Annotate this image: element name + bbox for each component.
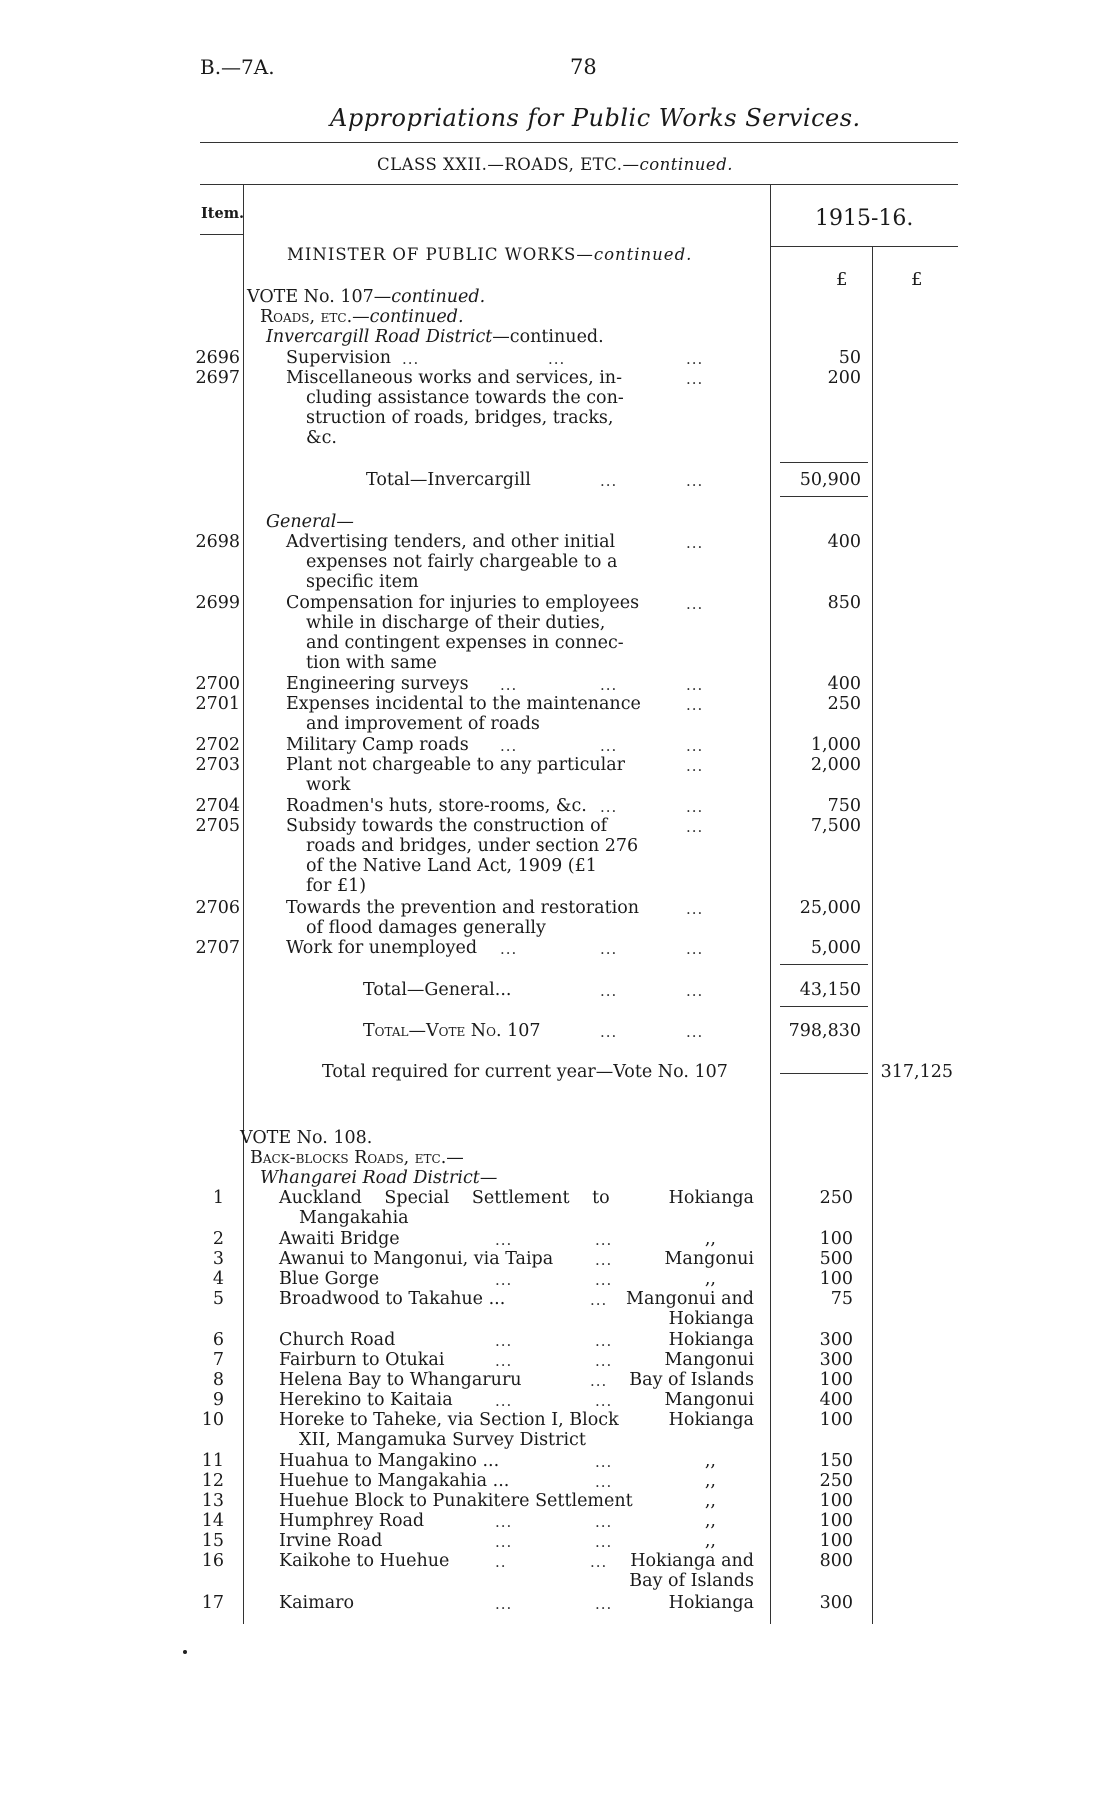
- road-amount: 500: [819, 1249, 853, 1269]
- item-amount: 25,000: [799, 898, 861, 918]
- item-description: Compensation for injuries to employees: [286, 593, 640, 613]
- county-name: Hokianga and: [630, 1551, 754, 1571]
- county-name: ,,: [704, 1269, 716, 1289]
- item-amount: 1,000: [810, 735, 861, 755]
- item-description: Subsidy towards the construction of: [286, 816, 608, 836]
- item-amount: 2,000: [810, 755, 861, 775]
- row-number: 11: [201, 1451, 224, 1471]
- county-name: ,,: [704, 1451, 716, 1471]
- item-amount: 250: [827, 694, 861, 714]
- road-name: Herekino to Kaitaia: [279, 1390, 453, 1410]
- row-number: 12: [201, 1471, 224, 1491]
- county-name: ,,: [704, 1471, 716, 1491]
- road-name: Blue Gorge: [279, 1269, 380, 1289]
- item-number: 2703: [195, 755, 240, 775]
- county-name: Bay of Islands: [629, 1370, 754, 1390]
- road-name: XII, Mangamuka Survey District: [299, 1430, 586, 1450]
- county-name: ,,: [704, 1531, 716, 1551]
- item-description: cluding assistance towards the con-: [306, 388, 624, 408]
- road-name: Broadwood to Takahue ...: [279, 1289, 506, 1309]
- road-name: Awaiti Bridge: [279, 1229, 400, 1249]
- road-name: Kaimaro: [279, 1593, 355, 1613]
- road-amount: 250: [819, 1188, 853, 1208]
- road-amount: 100: [819, 1370, 853, 1390]
- item-number: 2698: [195, 532, 240, 552]
- road-amount: 100: [819, 1491, 853, 1511]
- row-number: 15: [201, 1531, 224, 1551]
- item-number: 2704: [195, 796, 240, 816]
- road-amount: 400: [819, 1390, 853, 1410]
- road-amount: 800: [819, 1551, 853, 1571]
- total-required-label: Total required for current year—Vote No. 107: [322, 1062, 728, 1082]
- roads-subheading: Roads, etc.—continued.: [260, 307, 464, 327]
- item-amount: 400: [827, 674, 861, 694]
- item-description: expenses not fairly chargeable to a: [306, 552, 618, 572]
- item-description: Work for unemployed: [286, 938, 478, 958]
- road-name: Kaikohe to Huehue: [279, 1551, 450, 1571]
- road-amount: 100: [819, 1511, 853, 1531]
- road-amount: 300: [819, 1330, 853, 1350]
- road-name: Huahua to Mangakino ...: [279, 1451, 500, 1471]
- page-number: 78: [570, 55, 597, 79]
- page-title: Appropriations for Public Works Services.: [330, 104, 861, 132]
- county-name: Hokianga: [668, 1330, 754, 1350]
- item-number: 2705: [195, 816, 240, 836]
- item-number: 2702: [195, 735, 240, 755]
- item-description: struction of roads, bridges, tracks,: [306, 408, 614, 428]
- road-name: Fairburn to Otukai: [279, 1350, 445, 1370]
- road-name: Humphrey Road: [279, 1511, 425, 1531]
- road-name: Horeke to Taheke, via Section I, Block: [279, 1410, 619, 1430]
- road-name: Church Road: [279, 1330, 396, 1350]
- row-number: 2: [212, 1229, 224, 1249]
- road-amount: 100: [819, 1229, 853, 1249]
- item-description: roads and bridges, under section 276: [306, 836, 639, 856]
- column-header-item: Item.: [201, 205, 245, 222]
- row-number: 14: [201, 1511, 224, 1531]
- item-description: and contingent expenses in connec-: [306, 633, 624, 653]
- road-amount: 300: [819, 1593, 853, 1613]
- road-amount: 300: [819, 1350, 853, 1370]
- item-description: Engineering surveys: [286, 674, 469, 694]
- road-name: Auckland Special Settlement to: [279, 1188, 610, 1208]
- road-amount: 100: [819, 1531, 853, 1551]
- total-required-value: 317,125: [880, 1062, 953, 1082]
- road-amount: 100: [819, 1410, 853, 1430]
- county-name: Hokianga: [668, 1309, 754, 1329]
- county-name: Hokianga: [668, 1188, 754, 1208]
- item-number: 2700: [195, 674, 240, 694]
- item-description: &c.: [306, 428, 337, 448]
- item-description: Roadmen's huts, store-rooms, &c.: [286, 796, 587, 816]
- county-name: ,,: [704, 1229, 716, 1249]
- row-number: 17: [201, 1593, 224, 1613]
- county-name: ,,: [704, 1491, 716, 1511]
- road-amount: 250: [819, 1471, 853, 1491]
- general-heading: General—: [266, 512, 354, 532]
- county-name: ,,: [704, 1511, 716, 1531]
- total-general-value: 43,150: [799, 980, 861, 1000]
- item-description: specific item: [306, 572, 419, 592]
- item-amount: 50: [838, 348, 861, 368]
- invercargill-district-heading: Invercargill Road District—continued.: [266, 327, 604, 347]
- vote-108-heading: VOTE No. 108.: [240, 1128, 373, 1148]
- road-amount: 100: [819, 1269, 853, 1289]
- item-description: Supervision: [286, 348, 392, 368]
- minister-heading: MINISTER OF PUBLIC WORKS—continued.: [287, 245, 693, 264]
- item-description: Miscellaneous works and services, in-: [286, 368, 622, 388]
- item-description: Expenses incidental to the maintenance: [286, 694, 641, 714]
- item-description: Advertising tenders, and other initial: [286, 532, 616, 552]
- row-number: 5: [212, 1289, 224, 1309]
- total-general-label: Total—General...: [363, 980, 512, 1000]
- item-description: for £1): [306, 876, 367, 896]
- item-description: Plant not chargeable to any particular: [286, 755, 626, 775]
- item-amount: 750: [827, 796, 861, 816]
- whangarei-district-heading: Whangarei Road District—: [260, 1168, 498, 1188]
- county-name: Bay of Islands: [629, 1571, 754, 1591]
- total-vote-107-label: Total—Vote No. 107: [363, 1021, 541, 1041]
- row-number: 3: [212, 1249, 224, 1269]
- total-invercargill-value: 50,900: [799, 470, 861, 490]
- item-description: of the Native Land Act, 1909 (£1: [306, 856, 597, 876]
- total-invercargill-label: Total—Invercargill: [366, 470, 531, 490]
- item-number: 2706: [195, 898, 240, 918]
- row-number: 10: [201, 1410, 224, 1430]
- item-number: 2697: [195, 368, 240, 388]
- road-amount: 75: [830, 1289, 853, 1309]
- row-number: 1: [212, 1188, 224, 1208]
- item-description: while in discharge of their duties,: [306, 613, 606, 633]
- road-name: Awanui to Mangonui, via Taipa: [279, 1249, 554, 1269]
- row-number: 7: [212, 1350, 224, 1370]
- ink-mark: [183, 1650, 187, 1654]
- road-amount: 150: [819, 1451, 853, 1471]
- item-description: Towards the prevention and restoration: [286, 898, 640, 918]
- column-header-pound-2: £: [911, 269, 923, 290]
- county-name: Mangonui: [664, 1249, 754, 1269]
- item-description: work: [306, 775, 351, 795]
- item-number: 2699: [195, 593, 240, 613]
- county-name: Mangonui: [664, 1390, 754, 1410]
- back-blocks-subheading: Back-blocks Roads, etc.—: [250, 1148, 464, 1168]
- item-amount: 400: [827, 532, 861, 552]
- class-heading: CLASS XXII.—ROADS, ETC.—continued.: [377, 155, 734, 174]
- row-number: 16: [201, 1551, 224, 1571]
- road-name: Huehue Block to Punakitere Settlement: [279, 1491, 633, 1511]
- item-number: 2707: [195, 938, 240, 958]
- row-number: 8: [212, 1370, 224, 1390]
- county-name: Mangonui and: [626, 1289, 754, 1309]
- county-name: Mangonui: [664, 1350, 754, 1370]
- item-number: 2701: [195, 694, 240, 714]
- row-number: 4: [212, 1269, 224, 1289]
- item-description: and improvement of roads: [306, 714, 540, 734]
- county-name: Hokianga: [668, 1593, 754, 1613]
- column-header-year: 1915-16.: [815, 206, 914, 231]
- road-name: Huehue to Mangakahia ...: [279, 1471, 510, 1491]
- vote-107-heading: VOTE No. 107—continued.: [247, 287, 486, 307]
- item-amount: 200: [827, 368, 861, 388]
- item-description: Military Camp roads: [286, 735, 469, 755]
- item-amount: 7,500: [810, 816, 861, 836]
- item-amount: 850: [827, 593, 861, 613]
- row-number: 13: [201, 1491, 224, 1511]
- column-header-pound-1: £: [836, 269, 848, 290]
- row-number: 9: [212, 1390, 224, 1410]
- road-name: Helena Bay to Whangaruru: [279, 1370, 522, 1390]
- item-amount: 5,000: [810, 938, 861, 958]
- row-number: 6: [212, 1330, 224, 1350]
- item-description: of flood damages generally: [306, 918, 546, 938]
- item-number: 2696: [195, 348, 240, 368]
- road-name: Mangakahia: [299, 1208, 409, 1228]
- road-name: Irvine Road: [279, 1531, 383, 1551]
- total-vote-107-value: 798,830: [788, 1021, 861, 1041]
- item-description: tion with same: [306, 653, 437, 673]
- county-name: Hokianga: [668, 1410, 754, 1430]
- document-reference: B.—7A.: [200, 55, 275, 79]
